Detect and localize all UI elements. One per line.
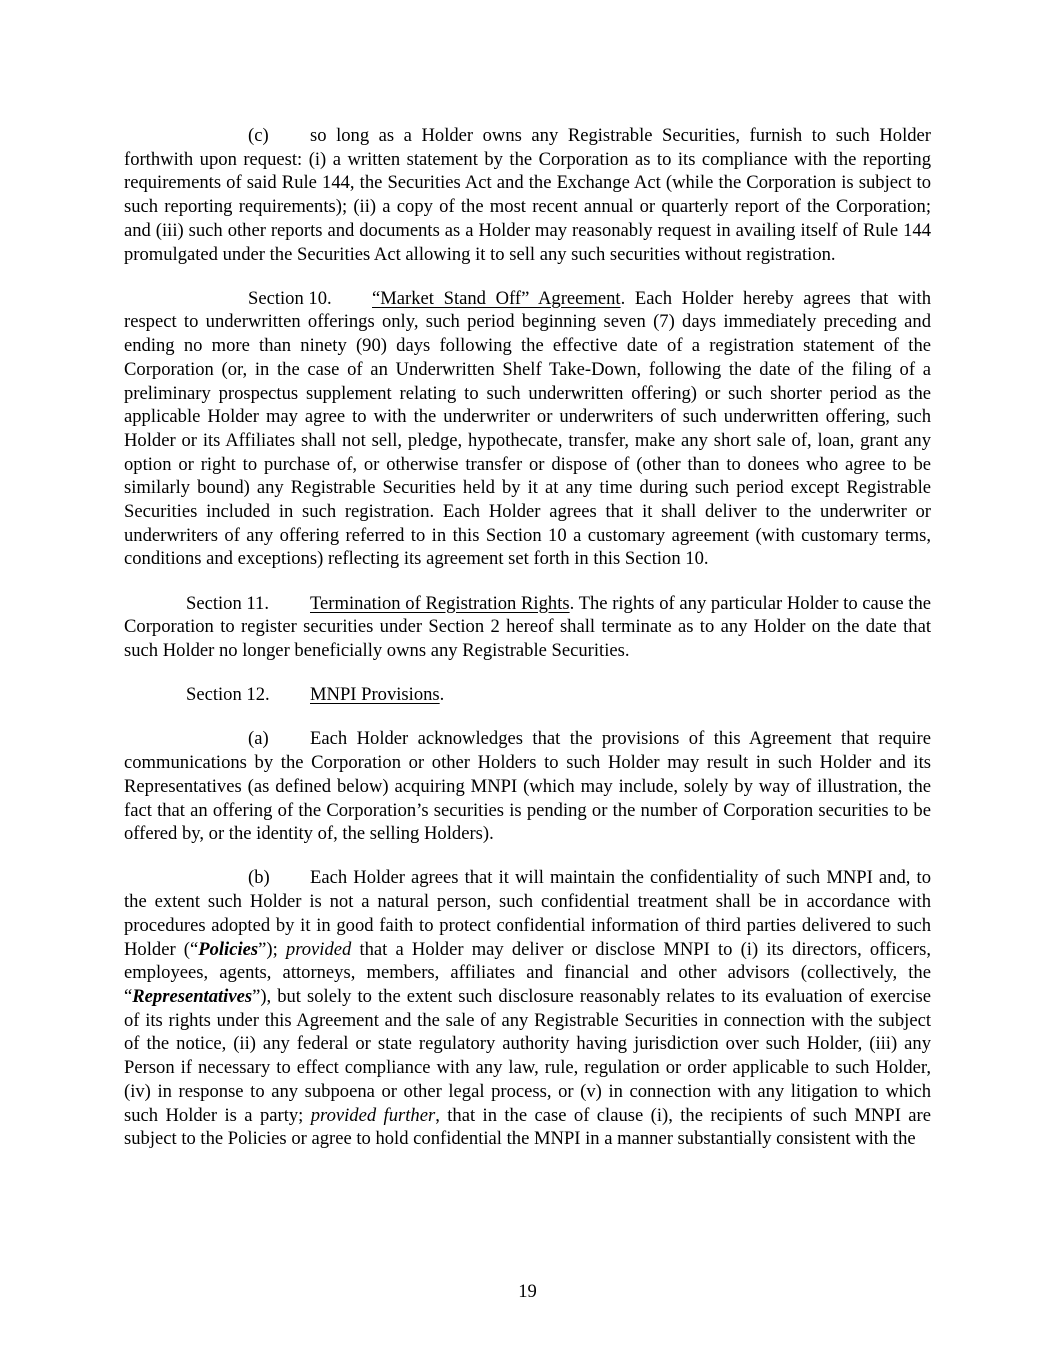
section-text: . The rights of any particular Holder to cause the Corporation to register securities under Section 2 hereof shall terminate as to any Holder on the date that such Holder no longer beneficially owns any Registrable Securities. bbox=[124, 592, 931, 662]
paragraph-text-4: ”), but solely to the extent such disclosure reasonably relates to its evaluation of exercise of its rights under this Agreement and the sale of any Registrable Securities in connection with the subject of the notice, (ii) any federal or state regulatory authority having jurisdiction over such Holder, (iii) any Person if necessary to effect compliance with any law, rule, regulation or order applicable to such Holder, (iv) in response to any subpoena or other legal process, or (v) in connection with any litigation to which such Holder is a party; bbox=[124, 986, 931, 1126]
section-heading: MNPI Provisions bbox=[310, 684, 440, 706]
section-number: Section 11. bbox=[186, 592, 269, 614]
provided-italic: provided bbox=[285, 938, 352, 960]
paragraph-text-5: , that in the case of clause (i), the recipients of such MNPI are subject to the Policies or agree to hold confidential the MNPI in a manner substantially consistent with the bbox=[124, 1104, 931, 1150]
paragraph-text: Each Holder acknowledges that the provisions of this Agreement that require communications by the Corporation or other Holders to such Holder may result in such Holder and its Representatives (as defined below) acquiring MNPI (which may include, solely by way of illustration, the fact that an offering of the Corporation’s securities is pending or the number of Corporation securities to be offered by, or the identity of, the selling Holders). bbox=[124, 728, 931, 845]
provided-further-italic: provided further bbox=[310, 1104, 436, 1126]
section-heading: Termination of Registration Rights bbox=[310, 592, 570, 614]
paragraph-text-1: Each Holder agrees that it will maintain the confidentiality of such MNPI and, to the extent such Holder is not a natural person, such confidential treatment shall be in accordance with procedures adopted by it in good faith to protect confidential information of third parties delivered to such Holder (“ bbox=[124, 867, 931, 960]
paragraph-label: (c) bbox=[248, 125, 269, 146]
section-text: . Each Holder hereby agrees that with respect to underwritten offerings only, such period beginning seven (7) days immediately preceding and ending no more than ninety (90) days following the effective date of a registration statement of the Corporation (or, in the case of an Underwritten Shelf Take-Down, following the date of the filing of a preliminary prospectus supplement relating to such underwritten offering) or such shorter period as the applicable Holder may agree to with the underwriter or underwriters of such underwritten offering, such Holder or its Affiliates shall not sell, pledge, hypothecate, transfer, make any short sale of, loan, grant any option or right to purchase of, or otherwise transfer or dispose of (other than to donees who agree to be similarly bound) any Registrable Securities held by it at any time during such period except Registrable Securities included in such registration. Each Holder agrees that it shall deliver to the underwriter or underwriters of any offering referred to in this Section 10 a customary agreement (with customary terms, conditions and exceptions) reflecting its agreement set forth in this Section 10. bbox=[124, 287, 931, 570]
page-number: 19 bbox=[518, 1281, 537, 1302]
defined-term-policies: Policies bbox=[198, 938, 259, 960]
section-11 bbox=[124, 592, 931, 663]
document-body bbox=[124, 124, 931, 1171]
paragraph-b bbox=[124, 866, 931, 1150]
paragraph-c bbox=[124, 124, 931, 266]
paragraph-a bbox=[124, 727, 931, 846]
paragraph-text-2: ”); bbox=[258, 938, 286, 960]
section-heading-end: . bbox=[439, 684, 445, 706]
defined-term-representatives: Representatives bbox=[132, 986, 253, 1007]
paragraph-label: (a) bbox=[248, 728, 269, 750]
section-10 bbox=[124, 287, 931, 571]
paragraph-label: (b) bbox=[248, 867, 270, 889]
section-number: Section 10. bbox=[248, 287, 332, 309]
paragraph-text-3: that a Holder may deliver or disclose MNPI to (i) its directors, officers, employees, agents, attorneys, members, affiliates and financial and other advisors (collectively, the “ bbox=[124, 938, 931, 1007]
paragraph-text: so long as a Holder owns any Registrable Securities, furnish to such Holder forthwith upon request: (i) a written statement by the Corporation as to its compliance with the reporting requirements of said Rule 144, the Securities Act and the Exchange Act (while the Corporation is subject to such reporting requirements); (ii) a copy of the most recent annual or quarterly report of the Corporation; and (iii) such other reports and documents as a Holder may reasonably request in availing itself of Rule 144 promulgated under the Securities Act allowing it to sell any such securities without registration. bbox=[124, 125, 931, 265]
section-heading: “Market Stand Off” Agreement bbox=[372, 287, 621, 309]
section-number: Section 12. bbox=[186, 684, 270, 706]
section-12 bbox=[124, 683, 931, 707]
